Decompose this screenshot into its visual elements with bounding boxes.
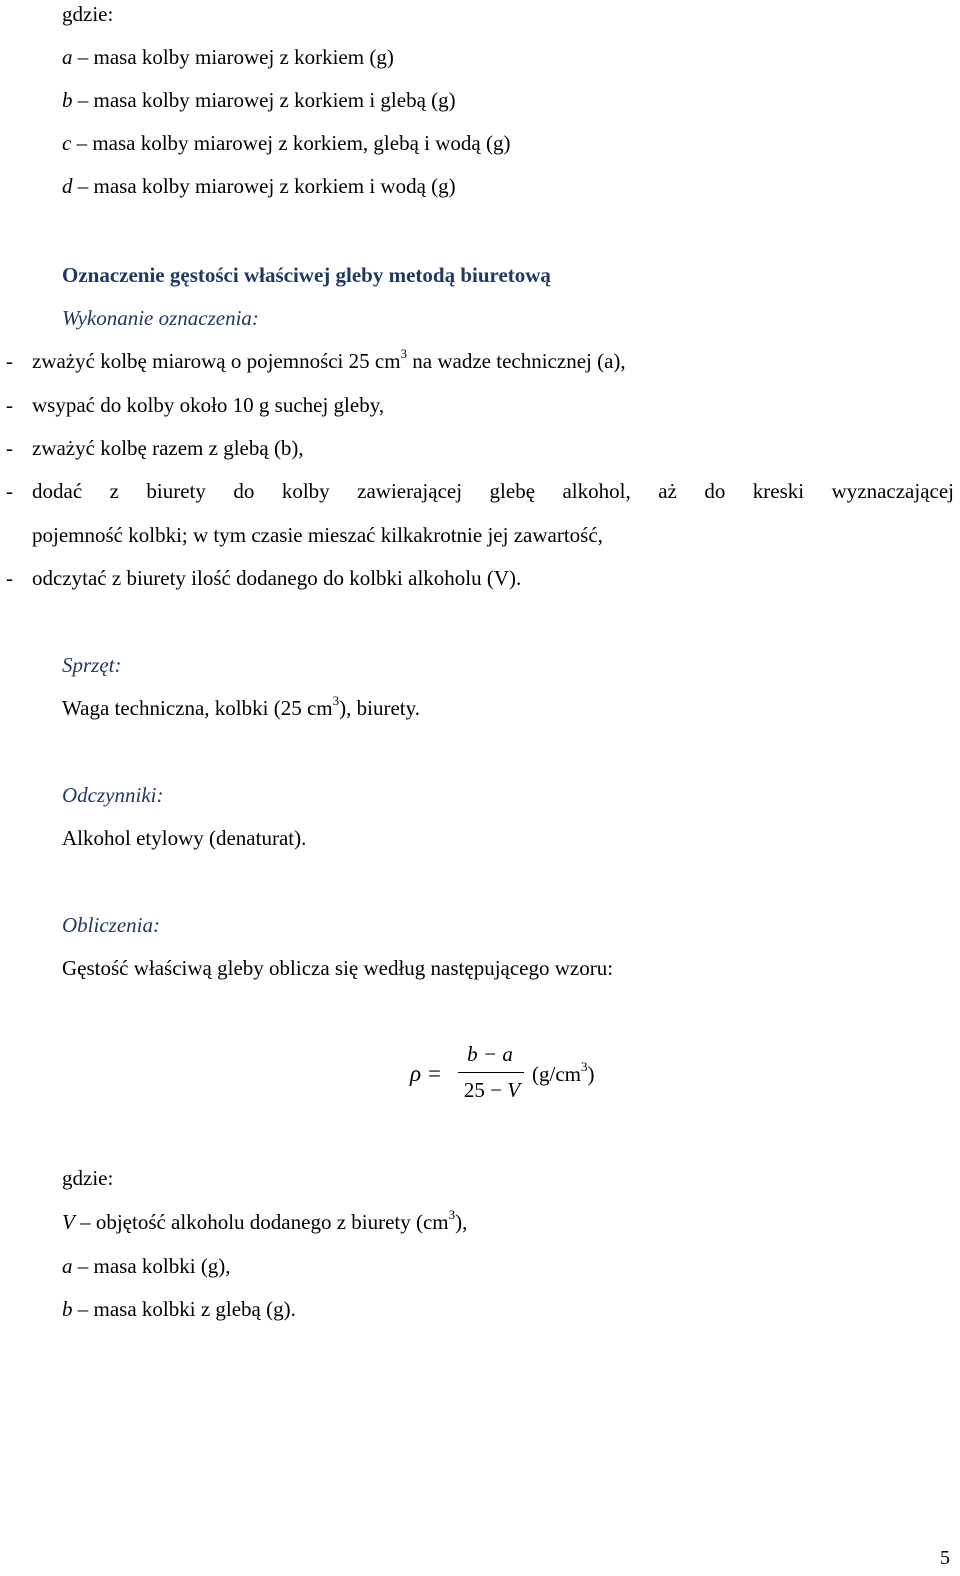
bullet-dash: - — [6, 479, 13, 503]
density-formula — [410, 1044, 630, 1108]
calculations-text: Gęstość właściwą gleby oblicza się według następującego wzoru: — [62, 956, 614, 980]
definition: – masa kolby miarowej z korkiem i glebą (g) — [72, 88, 456, 112]
legend-top-item-a — [62, 47, 394, 68]
definition: – masa kolby miarowej z korkiem, glebą i wodą (g) — [71, 131, 511, 155]
step-weigh-with-soil: zważyć kolbę razem z glebą (b), — [32, 436, 304, 460]
symbol: V — [62, 1210, 75, 1234]
fraction-bar — [458, 1072, 524, 1073]
bullet-dash: - — [6, 436, 13, 460]
symbol: a — [62, 45, 73, 69]
definition: – masa kolbki (g), — [72, 1254, 231, 1278]
definition: ), — [455, 1210, 468, 1234]
superscript: 3 — [448, 1207, 456, 1222]
legend-bottom-label: gdzie: — [62, 1166, 114, 1190]
superscript: 3 — [400, 346, 408, 361]
bullet-dash: - — [6, 566, 13, 590]
step-add-alcohol-line2: pojemność kolbki; w tym czasie mieszać kilkakrotnie jej zawartość, — [32, 523, 603, 547]
denominator-number: 25 − — [463, 1078, 508, 1102]
formula-lhs: ρ — [410, 1061, 422, 1086]
definition: – masa kolby miarowej z korkiem (g) — [72, 45, 394, 69]
formula-equals: = — [428, 1061, 441, 1086]
bullet-dash: - — [6, 349, 13, 373]
legend-bottom-item-b — [62, 1299, 296, 1320]
step-text: zważyć kolbę miarową o pojemności 25 cm — [32, 349, 401, 373]
procedure-label: Wykonanie oznaczenia: — [62, 306, 259, 330]
definition: – masa kolbki z glebą (g). — [72, 1297, 296, 1321]
equipment-text — [62, 693, 420, 720]
formula-unit — [532, 1059, 595, 1086]
step-text: na wadze technicznej (a), — [407, 349, 626, 373]
legend-bottom-item-v — [62, 1207, 468, 1234]
bullet-dash: - — [6, 393, 13, 417]
step-add-soil: wsypać do kolby około 10 g suchej gleby, — [32, 393, 385, 417]
unit-text: (g/cm — [532, 1062, 581, 1086]
formula-numerator: b − a — [467, 1042, 513, 1066]
legend-top-item-b — [62, 90, 456, 111]
calculations-label: Obliczenia: — [62, 913, 160, 937]
symbol: a — [62, 1254, 73, 1278]
unit-text: ) — [587, 1062, 595, 1086]
legend-top-item-d — [62, 176, 456, 197]
legend-top-label: gdzie: — [62, 2, 114, 26]
equipment-label: Sprzęt: — [62, 653, 122, 677]
step-read-volume: odczytać z biurety ilość dodanego do kolbki alkoholu (V). — [32, 566, 522, 590]
definition: – masa kolby miarowej z korkiem i wodą (g) — [72, 174, 456, 198]
section-title: Oznaczenie gęstości właściwej gleby metodą biuretową — [62, 263, 551, 287]
denominator-variable: V — [507, 1078, 521, 1102]
symbol: d — [62, 174, 73, 198]
symbol: b — [62, 88, 73, 112]
legend-bottom-item-a — [62, 1256, 231, 1277]
symbol: b — [62, 1297, 73, 1321]
reagents-text: Alkohol etylowy (denaturat). — [62, 826, 307, 850]
step-add-alcohol-line1: dodać z biurety do kolby zawierającej glebę alkohol, aż do kreski wyznaczającej — [32, 479, 954, 503]
superscript: 3 — [332, 693, 340, 708]
step-weigh-flask — [32, 346, 626, 373]
formula-denominator — [454, 1080, 530, 1101]
equipment-text-part: ), biurety. — [339, 696, 420, 720]
definition: – objętość alkoholu dodanego z biurety (cm — [74, 1210, 449, 1234]
equipment-text-part: Waga techniczna, kolbki (25 cm — [62, 696, 333, 720]
legend-top-item-c — [62, 133, 510, 154]
page-number: 5 — [940, 1547, 950, 1569]
reagents-label: Odczynniki: — [62, 783, 164, 807]
symbol: c — [62, 131, 72, 155]
superscript: 3 — [580, 1059, 588, 1074]
